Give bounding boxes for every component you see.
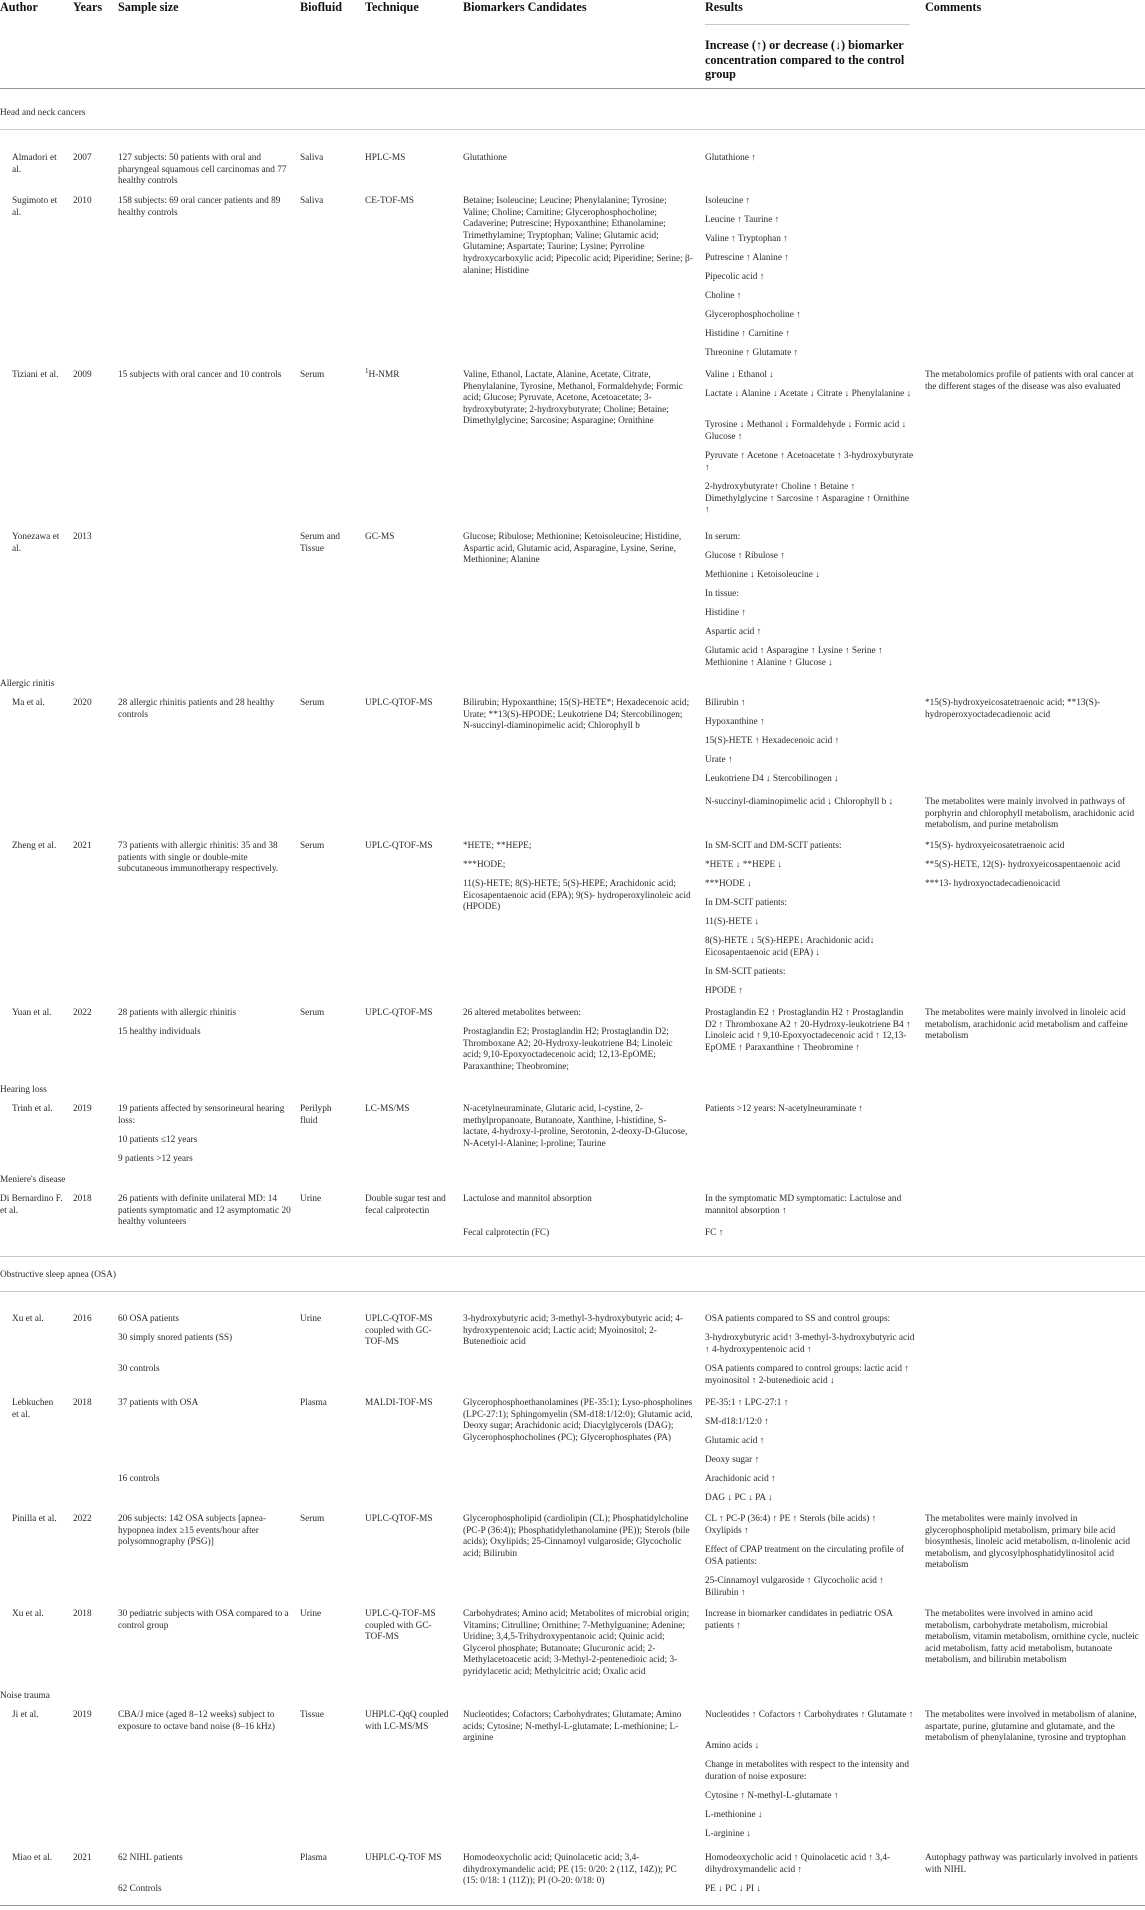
biomarkers-cell: Carbohydrates; Amino acid; Metabolites of microbial origin; Vitamins; Citrulline; Ornithine; 7-Methylguanine; Adenine; Uridine; 3,4,5-Trihydroxypentanoic acid; Quinic acid; Glycerol phosphate; Butanoate; Glucuronic acid; 2-Methylacetoacetic acid; 3-Methyl-2-pentenedioic acid; 3-pyridylacetic acid; Methylcitric acid; Oxalic acid (463, 1609, 690, 1677)
sample-cell: 15 subjects with oral cancer and 10 controls (118, 370, 282, 380)
biofluid-cell: Urine (300, 1194, 322, 1204)
result-line: 3-hydroxybutyric acid↑ 3-methyl-3-hydroxybutyric acid ↑ 4-hydroxypentenoic acid ↑ (705, 1333, 915, 1355)
result-line: OSA patients compared to control groups: lactic acid ↑ myoinositol ↑ 2-butenedioic acid ↓ (705, 1364, 909, 1386)
technique-cell: HPLC-MS (365, 153, 406, 163)
col-header-results: Results (705, 0, 743, 14)
biomarkers-line: 11(S)-HETE; 8(S)-HETE; 5(S)-HEPE; Arachidonic acid; Eicosapentaenoic acid (EPA); 9(S)- hydroperoxylinoleic acid (HPODE) (463, 879, 691, 913)
result-line: In SM-SCIT patients: (705, 967, 786, 977)
result-line: Choline ↑ (705, 291, 742, 301)
author-cell: Xu et al. (12, 1314, 44, 1324)
comments-cell: The metabolites were involved in metabolism of alanine, aspartate, purine, glutamine and glutamate, and the metabolism of phenylalanine, tyrosine and tryptophan (925, 1710, 1137, 1744)
result-line: N-succinyl-diaminopimelic acid ↓ Chlorophyll b ↓ (705, 797, 894, 807)
sample-line: 62 NIHL patients (118, 1853, 183, 1863)
biofluid-cell: Plasma (300, 1853, 327, 1863)
result-line: Increase in biomarker candidates in pediatric OSA patients ↑ (705, 1609, 893, 1631)
result-line: Histidine ↑ Carnitine ↑ (705, 329, 790, 339)
result-line: Aspartic acid ↑ (705, 627, 762, 637)
technique-cell: UHPLC-Q-TOF MS (365, 1853, 442, 1863)
result-line: Leucine ↑ Taurine ↑ (705, 215, 780, 225)
author-cell: Ma et al. (12, 698, 45, 708)
comments-cell: The metabolites were involved in amino acid metabolism, carbohydrate metabolism, microbial metabolism, vitamin metabolism, ornithine cycle, nucleic acid metabolism, fatty acid metabolism, butanoate metabolism, and bilirubin metabolism (925, 1609, 1139, 1666)
result-line: Hypoxanthine ↑ (705, 717, 765, 727)
biomarkers-cell: Glycerophospholipid (cardiolipin (CL); Phosphatidylcholine (PC-P (36:4)); Phosphatidylethanolamine (PE)); Sterols (bile acids); Oxylipids; 25-Cinnamoyl vulgaroside; Glycocholic acid; Bilirubin (463, 1514, 690, 1559)
col-header-sample-size: Sample size (118, 0, 179, 14)
result-line: Lactate ↓ Alanine ↓ Acetate ↓ Citrate ↓ Phenylalanine ↓ (705, 389, 912, 399)
technique-cell: MALDI-TOF-MS (365, 1398, 433, 1408)
biofluid-cell: Serum (300, 1008, 325, 1018)
comments-cell: The metabolites were mainly involved in glycerophospholipid metabolism, primary bile acid biosynthesis, linoleic acid metabolism, α-linolenic acid metabolism, and glycosylphosphatidylinositol acid metabolism (925, 1514, 1130, 1571)
author-cell: Almadori et al. (12, 153, 57, 175)
biomarkers-cell: Glutathione (463, 153, 507, 163)
result-line: Patients >12 years: N-acetylneuraminate ↑ (705, 1104, 864, 1114)
technique-cell: UPLC-QTOF-MS (365, 1008, 433, 1018)
results-header-divider (705, 24, 910, 25)
result-line: *HETE ↓ **HEPE ↓ (705, 860, 783, 870)
results-cell: Glutathione ↑ (705, 153, 756, 163)
year-cell: 2007 (73, 153, 92, 163)
sample-cell: CBA/J mice (aged 8–12 weeks) subject to exposure to octave band noise (8–16 kHz) (118, 1710, 275, 1732)
biomarkers-line: 26 altered metabolites between: (463, 1008, 581, 1018)
comments-cell: The metabolites were mainly involved in linoleic acid metabolism, arachidonic acid metabolism and caffeine metabolism (925, 1008, 1128, 1042)
result-line: Pipecolic acid ↑ (705, 272, 765, 282)
biomarkers-line: *HETE; **HEPE; (463, 841, 532, 851)
year-cell: 2016 (73, 1314, 92, 1324)
col-header-author: Author (0, 0, 38, 14)
biofluid-cell: Serum (300, 370, 325, 380)
result-line: CL ↑ PC-P (36:4) ↑ PE ↑ Sterols (bile acids) ↑ Oxylipids ↑ (705, 1514, 877, 1536)
result-line: Threonine ↑ Glutamate ↑ (705, 348, 799, 358)
sample-line: 16 controls (118, 1474, 160, 1484)
technique-superscript: 1 (365, 366, 369, 375)
result-line: 2-hydroxybutyrate↑ Choline ↑ Betaine ↑ Dimethylglycine ↑ Sarcosine ↑ Asparagine ↑ Ornithine ↑ (705, 482, 909, 516)
biomarkers-cell: Bilirubin; Hypoxanthine; 15(S)-HETE*; Hexadecenoic acid; Urate; **13(S)-HPODE; Leukotriene D4; Stercobilinogen; N-succinyl-diaminopimelic acid; Chlorophyll b (463, 698, 690, 732)
year-cell: 2010 (73, 196, 92, 206)
sample-cell: 158 subjects: 69 oral cancer patients and 89 healthy controls (118, 196, 281, 218)
sample-line: 62 Controls (118, 1884, 162, 1894)
biomarkers-cell: Glucose; Ribulose; Methionine; Ketoisoleucine; Histidine, Aspartic acid, Glutamic acid, Asparagine, Lysine, Serine, Methionine; Alanine (463, 532, 682, 566)
sample-cell: 28 allergic rhinitis patients and 28 healthy controls (118, 698, 275, 720)
biofluid-cell: Urine (300, 1609, 322, 1619)
comments-cell: Autophagy pathway was particularly involved in patients with NIHL (925, 1853, 1138, 1875)
biofluid-cell: Serum and Tissue (300, 532, 341, 554)
technique-text: H-NMR (368, 370, 400, 380)
result-line: Arachidonic acid ↑ (705, 1474, 776, 1484)
section-allergic-rhinitis: Allergic rinitis (0, 679, 55, 689)
biomarkers-cell: Betaine; Isoleucine; Leucine; Phenylalanine; Tyrosine; Valine; Choline; Carnitine; Glycerophosphocholine; Cadaverine; Putrescine; Hypoxanthine; Ethanolamine; Trimethylamine; Tryptophan; Valine; Glutamic acid; Glutamine; Aspartate; Taurine; Lysine; Pyrroline hydroxycarboxylic acid; Pipecolic acid; Piperidine; Serine; β-alanine; Histidine (463, 196, 693, 276)
technique-cell: LC-MS/MS (365, 1104, 410, 1114)
section-rule (0, 129, 1145, 130)
author-cell: Xu et al. (12, 1609, 44, 1619)
sample-cell: 206 subjects: 142 OSA subjects [apnea-hypopnea index ≥15 events/hour after polysomnography (PSG)] (118, 1514, 266, 1548)
section-hearing-loss: Hearing loss (0, 1085, 47, 1095)
result-line: Pyruvate ↑ Acetone ↑ Acetoacetate ↑ 3-hydroxybutyrate ↑ (705, 451, 914, 473)
result-line: Tyrosine ↓ Methanol ↓ Formaldehyde ↓ Formic acid ↓ Glucose ↑ (705, 420, 907, 442)
sample-line: 30 controls (118, 1364, 160, 1374)
result-line: 25-Cinnamoyl vulgaroside ↑ Glycocholic acid ↑ Bilirubin ↑ (705, 1576, 884, 1598)
author-cell: Trinh et al. (12, 1104, 53, 1114)
author-cell: Pinilla et al. (12, 1514, 57, 1524)
biomarkers-line: Prostaglandin E2; Prostaglandin H2; Prostaglandin D2; Thromboxane A2; 20-Hydroxy-leukotriene B4; Linoleic acid; 9,10-Epoxyoctadecenoic acid; 12,13-EpOME; Paraxanthine; Theobromine; (463, 1027, 673, 1072)
result-line: Leukotriene D4 ↓ Stercobilinogen ↓ (705, 774, 839, 784)
biofluid-cell: Serum (300, 1514, 325, 1524)
header-bottom-rule (0, 88, 1145, 89)
results-subheader: Increase (↑) or decrease (↓) biomarker concentration compared to the control group (705, 38, 905, 81)
result-line: Histidine ↑ (705, 608, 747, 618)
year-cell: 2020 (73, 698, 92, 708)
result-line: Glycerophosphocholine ↑ (705, 310, 801, 320)
author-cell: Zheng et al. (12, 841, 57, 851)
sample-line: 10 patients ≤12 years (118, 1135, 198, 1145)
sample-line: 19 patients affected by sensorineural hearing loss: (118, 1104, 285, 1126)
year-cell: 2018 (73, 1609, 92, 1619)
biofluid-cell: Serum (300, 841, 325, 851)
result-line: In DM-SCIT patients: (705, 898, 787, 908)
result-line: 15(S)-HETE ↑ Hexadecenoic acid ↑ (705, 736, 840, 746)
result-line: In SM-SCIT and DM-SCIT patients: (705, 841, 842, 851)
col-header-technique: Technique (365, 0, 419, 14)
year-cell: 2022 (73, 1008, 92, 1018)
col-header-years: Years (73, 0, 103, 14)
result-line: In the symptomatic MD symptomatic: Lactulose and mannitol absorption ↑ (705, 1194, 902, 1216)
author-cell: Miao et al. (12, 1853, 53, 1863)
section-osa: Obstructive sleep apnea (OSA) (0, 1270, 116, 1280)
year-cell: 2021 (73, 1853, 92, 1863)
year-cell: 2019 (73, 1710, 92, 1720)
biomarkers-cell: Valine, Ethanol, Lactate, Alanine, Acetate, Citrate, Phenylalanine, Tyrosine, Methanol, Formaldehyde; Formic acid; Glucose; Pyruvate, Acetone, Acetoacetate; 3-hydroxybutyrate; 2-hydroxybutyrate; Choline; Betaine; Dimethylglycine; Sarcosine; Asparagine; Ornithine (463, 370, 683, 427)
col-header-comments: Comments (925, 0, 982, 14)
year-cell: 2018 (73, 1398, 92, 1408)
biomarkers-line: Lactulose and mannitol absorption (463, 1194, 592, 1204)
table-bottom-rule (0, 1905, 1145, 1906)
biofluid-cell: Tissue (300, 1710, 324, 1720)
result-line: ***HODE ↓ (705, 879, 752, 889)
sample-cell: 26 patients with definite unilateral MD: 14 patients symptomatic and 12 asymptomatic 20 healthy volunteers (118, 1194, 291, 1228)
biomarkers-cell: Homodeoxycholic acid; Quinolacetic acid; 3,4-dihydroxymandelic acid; PE (15: 0/20: 2 (11Z, 14Z)); PC (15: 0/18: 1 (11Z)); PI (O-20: 0/18: 0) (463, 1853, 677, 1887)
technique-cell: UPLC-QTOF-MS coupled with GC-TOF-MS (365, 1314, 433, 1348)
result-line: Urate ↑ (705, 755, 733, 765)
author-cell: Yonezawa et al. (12, 532, 60, 554)
sample-line: 60 OSA patients (118, 1314, 179, 1324)
result-line: Methionine ↓ Ketoisoleucine ↓ (705, 570, 820, 580)
biomarkers-line: Fecal calprotectin (FC) (463, 1228, 550, 1238)
author-cell: Ji et al. (12, 1710, 39, 1720)
sample-cell: 127 subjects: 50 patients with oral and pharyngeal squamous cell carcinomas and 77 healthy controls (118, 153, 287, 187)
comments-cell: The metabolites were mainly involved in pathways of porphyrin and chlorophyll metabolism, arachidonic acid metabolism, and purine metabolism (925, 797, 1135, 831)
comments-line: **5(S)-HETE, 12(S)- hydroxyeicosapentaenoic acid (925, 860, 1121, 870)
sample-line: 15 healthy individuals (118, 1027, 201, 1037)
year-cell: 2021 (73, 841, 92, 851)
year-cell: 2022 (73, 1514, 92, 1524)
biomarkers-cell: 3-hydroxybutyric acid; 3-methyl-3-hydroxybutyric acid; 4-hydroxypentenoic acid; Lactic acid; Myoinositol; 2-Butenedioic acid (463, 1314, 683, 1348)
result-line: PE-35:1 ↑ LPC-27:1 ↑ (705, 1398, 789, 1408)
result-line: FC ↑ (705, 1228, 724, 1238)
technique-cell: UPLC-QTOF-MS (365, 841, 433, 851)
technique-cell: UHPLC-QqQ coupled with LC-MS/MS (365, 1710, 449, 1732)
author-cell: Lebkuchen et al. (12, 1398, 54, 1420)
col-header-biomarkers: Biomarkers Candidates (463, 0, 587, 14)
result-line: Amino acids ↓ (705, 1741, 760, 1751)
result-line: Putrescine ↑ Alanine ↑ (705, 253, 789, 263)
comments-line: ***13- hydroxyoctadecadienoicacid (925, 879, 1061, 889)
biomarkers-cell: N-acetylneuraminate, Glutaric acid, l-cystine, 2-methylpropanoate, Butanoate, Xanthine, l-histidine, S-lactate, 4-hydroxy-l-proline, Serotonin, 2-deoxy-D-Glucose, N-Acetyl-l-Alanine; l-proline; Taurine (463, 1104, 688, 1149)
result-line: PE ↓ PC ↓ PI ↓ (705, 1884, 762, 1894)
author-cell: Yuan et al. (12, 1008, 52, 1018)
result-line: DAG ↓ PC ↓ PA ↓ (705, 1493, 773, 1503)
section-menieres-disease: Meniere's disease (0, 1175, 66, 1185)
year-cell: 2013 (73, 532, 92, 542)
author-cell: Tiziani et al. (12, 370, 59, 380)
result-line: Glutamic acid ↑ (705, 1436, 765, 1446)
sample-line: 28 patients with allergic rhinitis (118, 1008, 237, 1018)
sample-line: 9 patients >12 years (118, 1154, 193, 1164)
technique-cell: CE-TOF-MS (365, 196, 414, 206)
section-noise-trauma: Noise trauma (0, 1691, 50, 1701)
comments-line: *15(S)- hydroxyeicosatetraenoic acid (925, 841, 1065, 851)
author-cell: Di Bernardino F. et al. (0, 1194, 63, 1216)
result-line: 11(S)-HETE ↓ (705, 917, 760, 927)
result-line: Valine ↑ Tryptophan ↑ (705, 234, 788, 244)
result-line: Isoleucine ↑ (705, 196, 751, 206)
technique-cell: Double sugar test and fecal calprotectin (365, 1194, 446, 1216)
result-line: L-methionine ↓ (705, 1810, 763, 1820)
result-line: Homodeoxycholic acid ↑ Quinolacetic acid ↑ 3,4-dihydroxymandelic acid ↑ (705, 1853, 891, 1875)
sample-line: 37 patients with OSA (118, 1398, 199, 1408)
result-line: 8(S)-HETE ↓ 5(S)-HEPE↓ Arachidonic acid↓ Eicosapentaenoic acid (EPA) ↓ (705, 936, 875, 958)
result-line: SM-d18:1/12:0 ↑ (705, 1417, 769, 1427)
technique-cell: UPLC-QTOF-MS (365, 1514, 433, 1524)
result-line: Valine ↓ Ethanol ↓ (705, 370, 774, 380)
biomarkers-cell: Nucleotides; Cofactors; Carbohydrates; Glutamate; Amino acids; Cytosine; N-methyl-L-glutamate; L-methionine; L-arginine (463, 1710, 682, 1744)
biomarkers-cell: Glycerophosphoethanolamines (PE-35:1); Lyso-phospholines (LPC-27:1); Sphingomyelin (SM-d18:1/12:0); Glutamic acid, Deoxy sugar; Arachidonic acid; Diacylglycerols (DAG); Glycerophosphocholines (PC); Glycerophosphates (PA) (463, 1398, 693, 1443)
biofluid-cell: Perilyph fluid (300, 1104, 332, 1126)
year-cell: 2009 (73, 370, 92, 380)
biofluid-cell: Urine (300, 1314, 322, 1324)
biofluid-cell: Saliva (300, 196, 324, 206)
result-line: HPODE ↑ (705, 986, 743, 996)
biofluid-cell: Plasma (300, 1398, 327, 1408)
sample-cell: 73 patients with allergic rhinitis: 35 and 38 patients with single or double-mite subcutaneous immunotherapy respectively. (118, 841, 279, 875)
sample-line: 30 simply snored patients (SS) (118, 1333, 233, 1343)
result-line: OSA patients compared to SS and control groups: (705, 1314, 891, 1324)
result-line: Effect of CPAP treatment on the circulating profile of OSA patients: (705, 1545, 904, 1567)
year-cell: 2019 (73, 1104, 92, 1114)
sample-cell: 30 pediatric subjects with OSA compared to a control group (118, 1609, 289, 1631)
result-line: Change in metabolites with respect to the intensity and duration of noise exposure: (705, 1760, 909, 1782)
section-head-neck-cancers: Head and neck cancers (0, 108, 86, 118)
result-line: Glutamic acid ↑ Asparagine ↑ Lysine ↑ Serine ↑ Methionine ↑ Alanine ↑ Glucose ↓ (705, 646, 883, 668)
result-line: Nucleotides ↑ Cofactors ↑ Carbohydrates ↑ Glutamate ↑ (705, 1710, 914, 1720)
result-line: In serum: (705, 532, 741, 542)
result-line: Bilirubin ↑ (705, 698, 746, 708)
year-cell: 2018 (73, 1194, 92, 1204)
biofluid-cell: Saliva (300, 153, 324, 163)
biofluid-cell: Serum (300, 698, 325, 708)
result-line: Cytosine ↑ N-methyl-L-glutamate ↑ (705, 1791, 839, 1801)
result-line: Glucose ↑ Ribulose ↑ (705, 551, 785, 561)
result-line: L-arginine ↓ (705, 1829, 752, 1839)
section-rule (0, 1256, 1145, 1257)
technique-cell: UPLC-QTOF-MS (365, 698, 433, 708)
technique-cell: GC-MS (365, 532, 395, 542)
section-rule (0, 1291, 1145, 1292)
result-line: Prostaglandin E2 ↑ Prostaglandin H2 ↑ Prostaglandin D2 ↑ Thromboxane A2 ↑ 20-Hydroxy-leukotriene B4 ↑ Linoleic acid ↑ 9,10-Epoxyoctadecenoic acid ↑ 12,13-EpOME ↑ Paraxanthine ↑ Theobromine ↑ (705, 1008, 911, 1053)
technique-cell (365, 366, 400, 382)
result-line: In tissue: (705, 589, 739, 599)
technique-cell: UPLC-Q-TOF-MS coupled with GC-TOF-MS (365, 1609, 436, 1643)
comments-cell: *15(S)-hydroxyeicosatetraenoic acid; **13(S)-hydroperoxyoctadecadienoic acid (925, 698, 1101, 720)
result-line: Deoxy sugar ↑ (705, 1455, 760, 1465)
author-cell: Sugimoto et al. (12, 196, 58, 218)
comments-cell: The metabolomics profile of patients with oral cancer at the different stages of the disease was also evaluated (925, 370, 1134, 392)
col-header-biofluid: Biofluid (300, 0, 342, 14)
biomarkers-line: ***HODE; (463, 860, 506, 870)
